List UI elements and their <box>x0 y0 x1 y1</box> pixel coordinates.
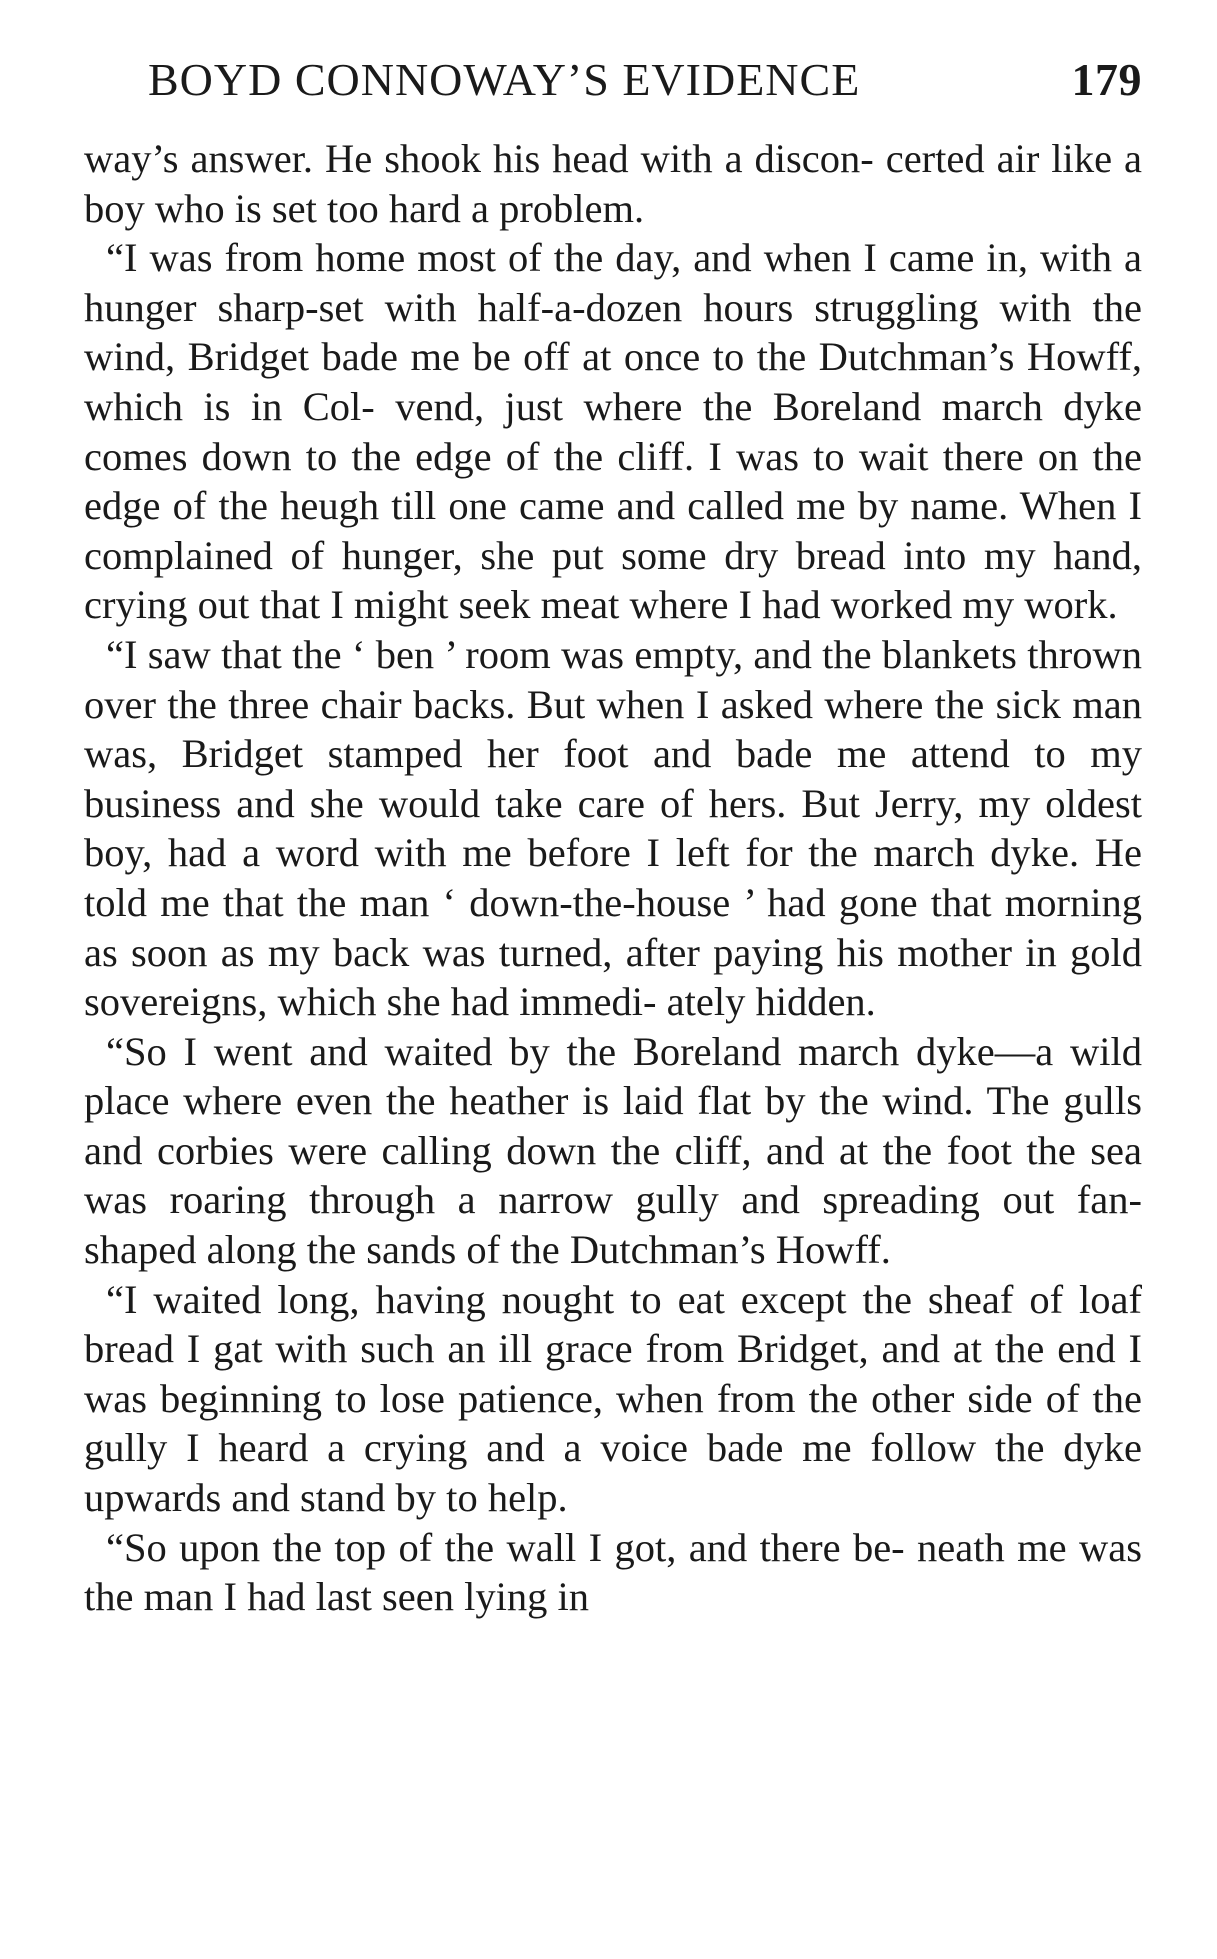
book-page <box>84 48 1142 1928</box>
page-number: 179 <box>1071 54 1142 105</box>
chapter-title: BOYD CONNOWAY’S EVIDENCE <box>148 54 861 105</box>
body-text <box>84 134 1142 1622</box>
paragraph-6: “So upon the top of the wall I got, and there be- neath me was the man I had last seen lying in <box>84 1524 1142 1620</box>
paragraph-1: way’s answer. He shook his head with a discon- certed air like a boy who is set too hard a problem. <box>84 136 1142 231</box>
paragraph-5: “I waited long, having nought to eat except the sheaf of loaf bread I gat with such an ill grace from Bridget, and at the end I was beginning to lose patience, when from the other side of the gully I heard a crying and a voice bade me follow the dyke upwards and stand by to help. <box>84 1276 1142 1521</box>
paragraph-3: “I saw that the ‘ ben ’ room was empty, and the blankets thrown over the three chair backs. But when I asked where the sick man was, Bridget stamped her foot and bade me attend to my business and she would take care of hers. But Jerry, my oldest boy, had a word with me before I left for the march dyke. He told me that the man ‘ down-the-house ’ had gone that morning as soon as my back was turned, after paying his mother in gold sovereigns, which she had immedi- ately hidden. <box>84 631 1142 1025</box>
running-head <box>84 48 1142 112</box>
paragraph-4: “So I went and waited by the Boreland march dyke—a wild place where even the heather is laid flat by the wind. The gulls and corbies were calling down the cliff, and at the foot the sea was roaring through a narrow gully and spreading out fan-shaped along the sands of the Dutchman’s Howff. <box>84 1028 1142 1273</box>
paragraph-2: “I was from home most of the day, and when I came in, with a hunger sharp-set with half-a-dozen hours struggling with the wind, Bridget bade me be off at once to the Dutchman’s Howff, which is in Col- vend, just where the Boreland march dyke comes down to the edge of the cliff. I was to wait there on the edge of the heugh till one came and called me by name. When I complained of hunger, she put some dry bread into my hand, crying out that I might seek meat where I had worked my work. <box>84 235 1142 628</box>
